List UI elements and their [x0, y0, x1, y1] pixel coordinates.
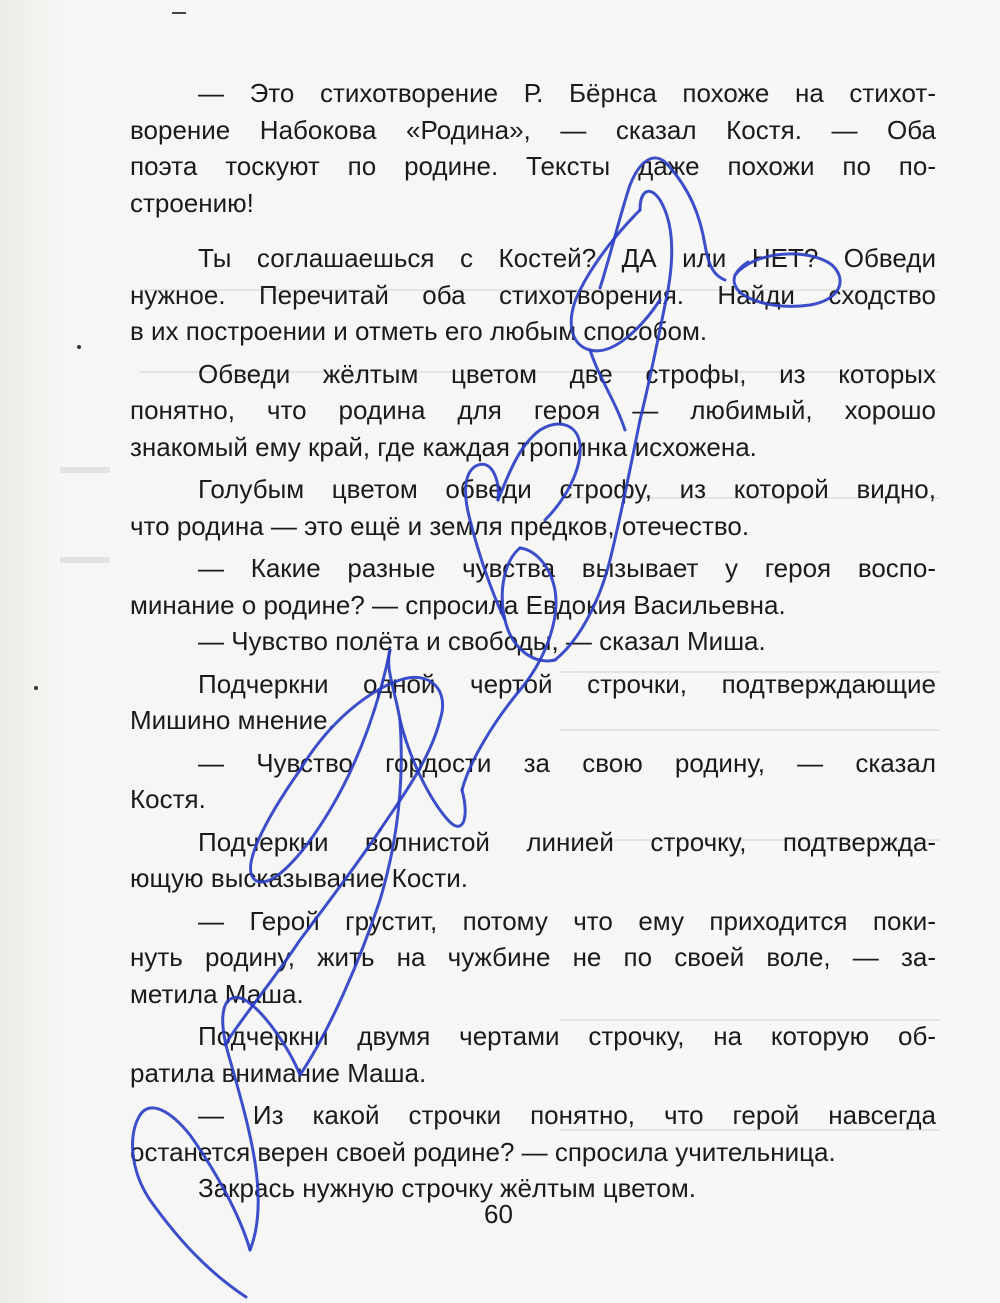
text-line: минание о родине? — спросила Евдокия Васильевна.: [130, 589, 786, 620]
text-line: Закрась нужную строчку жёлтым цветом.: [198, 1173, 696, 1203]
text-line: — Какие разные чувства вызывает у героя воспо-: [198, 553, 936, 583]
page-corner-mark: [172, 12, 186, 14]
text-line: — Это стихотворение Р. Бёрнса похоже на стихот-: [198, 78, 936, 108]
exercise-text: [130, 75, 936, 1207]
paragraph: [130, 1170, 936, 1207]
paragraph: [130, 745, 936, 818]
paragraph: [130, 903, 936, 1013]
text-line: нужное. Перечитай оба стихотворения. Найди сходство: [130, 279, 936, 310]
text-line: понятно, что родина для героя — любимый, хорошо: [130, 395, 936, 425]
text-line: метила Маша.: [130, 978, 304, 1009]
text-line: Обведи жёлтым цветом две строфы, из которых: [198, 358, 936, 389]
text-line: поэта тоскуют по родине. Тексты даже похожи по по-: [130, 151, 936, 181]
paragraph: [130, 1097, 936, 1170]
text-line: останется верен своей родине? — спросила учительница.: [130, 1136, 836, 1167]
text-line: Подчеркни двумя чертами строчку, на которую об-: [198, 1021, 936, 1051]
ink-dot: [77, 345, 81, 349]
paragraph: [130, 824, 936, 897]
text-line: Мишино мнение.: [130, 705, 335, 735]
page-number: 60: [484, 1199, 513, 1229]
paragraph: [130, 471, 936, 544]
text-line: — Герой грустит, потому что ему приходится поки-: [198, 905, 936, 936]
text-line: — Чувство гордости за свою родину, — сказал: [198, 747, 936, 778]
text-line: ратила внимание Маша.: [130, 1057, 427, 1088]
text-line: в их построении и отметь его любым способом.: [130, 316, 708, 346]
paragraph: [130, 666, 936, 739]
text-line: Подчеркни одной чертой строчки, подтверждающие: [198, 668, 936, 699]
text-line: Подчеркни волнистой линией строчку, подтвержда-: [198, 826, 936, 857]
paragraph: [130, 356, 936, 466]
text-line: Ты соглашаешься с Костей? ДА или НЕТ? Обведи: [198, 243, 936, 273]
text-line: что родина — это ещё и земля предков, отечество.: [130, 510, 750, 541]
text-line: Костя.: [130, 784, 206, 814]
text-line: знакомый ему край, где каждая тропинка исхожена.: [130, 431, 757, 462]
ink-dot: [34, 686, 38, 690]
text-line: — Из какой строчки понятно, что герой навсегда: [198, 1100, 936, 1130]
paragraph: [130, 623, 936, 660]
text-line: ющую высказывание Кости.: [130, 863, 468, 893]
text-line: нуть родину, жить на чужбине не по своей воле, — за-: [130, 942, 936, 972]
paragraph: [130, 240, 936, 350]
text-line: Голубым цветом обведи строфу, из которой видно,: [198, 474, 936, 504]
text-line: — Чувство полёта и свободы, — сказал Миша.: [198, 626, 766, 656]
text-line: строению!: [130, 187, 254, 218]
paragraph: [130, 550, 936, 623]
text-line: ворение Набокова «Родина», — сказал Костя. — Оба: [130, 114, 936, 145]
paragraph: [130, 1018, 936, 1091]
paragraph: [130, 75, 936, 221]
